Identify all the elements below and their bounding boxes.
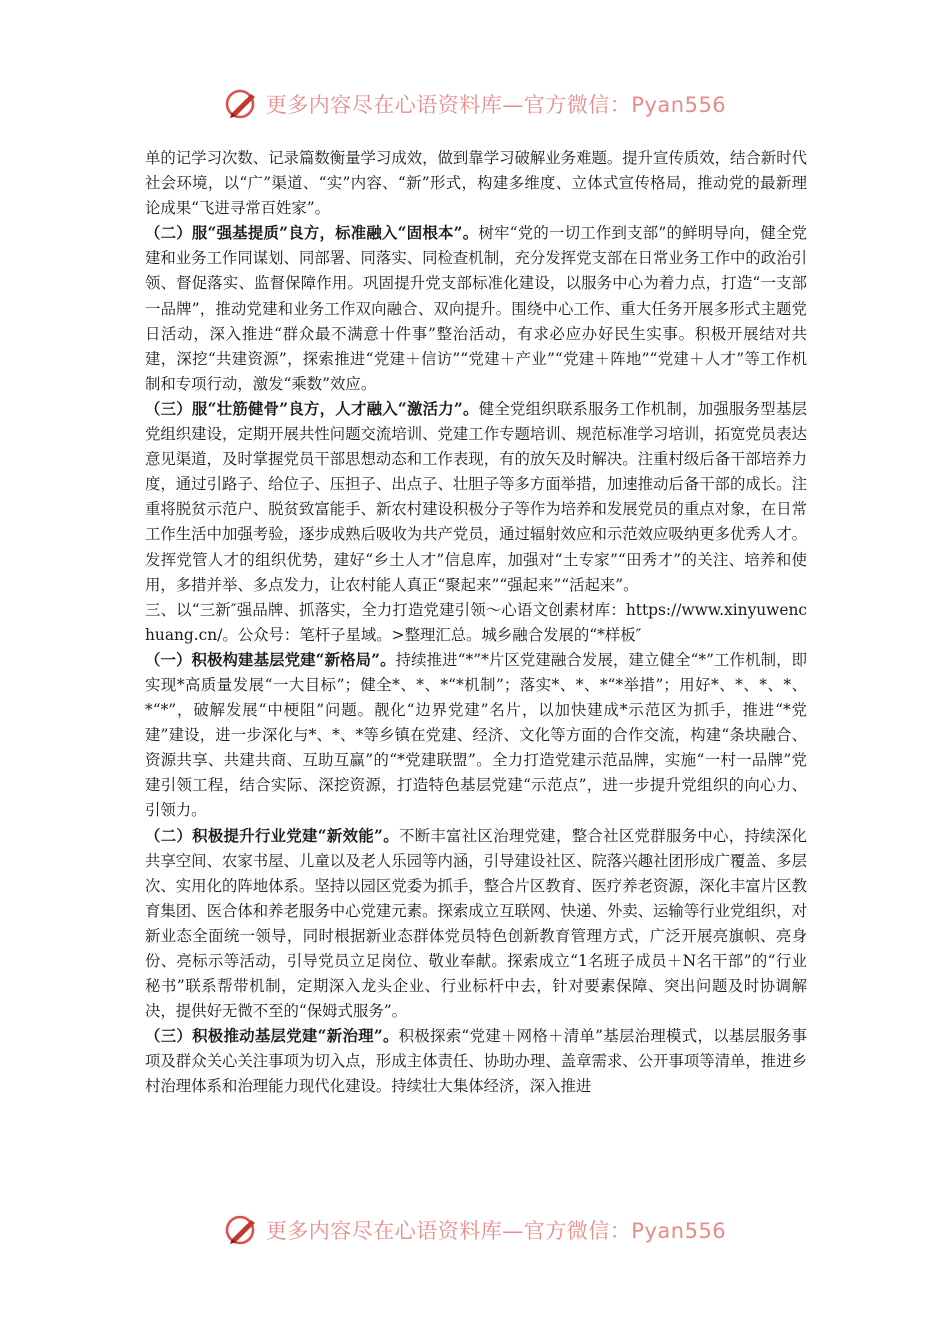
watermark-text: 更多内容尽在心语资料库—官方微信：Pyan556 [265,1219,727,1243]
pen-logo-icon [224,1212,260,1248]
paragraph [145,824,807,1025]
section-heading: （三）积极推动基层党建“新治理”。 [145,1027,399,1046]
pen-logo-icon [224,86,260,122]
paragraph-body: 持续推进“*”*片区党建融合发展，建立健全“*”工作机制，即实现*高质量发展“一大目标”；健全*、*、*“*机制”；落实*、*、*“*举措”；用好*、*、*、*、*“*”，破解发展“中梗阻”问题。靓化“边界党建”名片，以加快建成*示范区为抓手，推进“*党建”建设，进一步深化与*、*、*等乡镇在党建、经济、文化等方面的合作交流，构建“条块融合、资源共享、共建共商、互助互赢”的“*党建联盟”。全力打造党建示范品牌，实施“一村一品牌”党建引领工程，结合实际、深挖资源，打造特色基层党建“示范点”，进一步提升党组织的向心力、引领力。 [145,650,807,820]
paragraph-body: 健全党组织联系服务工作机制，加强服务型基层党组织建设，定期开展共性问题交流培训、党建工作专题培训、规范标准学习培训，拓宽党员表达意见渠道，及时掌握党员干部思想动态和工作表现，有的放矢及时解决。注重村级后备干部培养力度，通过引路子、给位子、压担子、出点子、壮胆子等多方面举措，加速推动后备干部的成长。注重将脱贫示范户、脱贫致富能手、新农村建设积极分子等作为培养和发展党员的重点对象，在日常工作生活中加强考验，逐步成熟后吸收为共产党员，通过辐射效应和示范效应吸纳更多优秀人才。发挥党管人才的组织优势，建好“乡土人才”信息库，加强对“土专家”“田秀才”的关注、培养和使用，多措并举、多点发力，让农村能人真正“聚起来”“强起来”“活起来”。 [145,399,807,594]
paragraph-body: 不断丰富社区治理党建，整合社区党群服务中心，持续深化共享空间、农家书屋、儿童以及老人乐园等内涵，引导建设社区、院落兴趣社团形成广覆盖、多层次、实用化的阵地体系。坚持以园区党委为抓手，整合片区教育、医疗养老资源，深化丰富片区教育集团、医合体和养老服务中心党建元素。探索成立互联网、快递、外卖、运输等行业党组织，对新业态全面统一领导，同时根据新业态群体党员特色创新教育管理方式，广泛开展亮旗帜、亮身份、亮标示等活动，引导党员立足岗位、敬业奉献。探索成立“1名班子成员＋N名干部”的“行业秘书”联系帮带机制，定期深入龙头企业、行业标杆中去，针对要素保障、突出问题及时协调解决，提供好无微不至的“保姆式服务”。 [145,826,807,1021]
paragraph: 单的记学习次数、记录篇数衡量学习成效，做到靠学习破解业务难题。提升宣传质效，结合新时代社会环境，以“广”渠道、“实”内容、“新”形式，构建多维度、立体式宣传格局，推动党的最新理论成果“飞进寻常百姓家”。 [145,149,807,218]
document-body [145,146,807,1100]
paragraph-body: 积极探索“党建＋网格＋清单”基层治理模式，以基层服务事项及群众关心关注事项为切入点，形成主体责任、协助办理、盖章需求、公开事项等清单，推进乡村治理体系和治理能力现代化建设。持续壮大集体经济，深入推进 [145,1027,807,1096]
section-heading: （一）积极构建基层党建“新格局”。 [145,650,396,669]
paragraph-body: 树牢“党的一切工作到支部”的鲜明导向，健全党建和业务工作同谋划、同部署、同落实、同检查机制，充分发挥党支部在日常业务工作中的政治引领、督促落实、监督保障作用。巩固提升党支部标准化建设，以服务中心为着力点，打造“一支部一品牌”，推动党建和业务工作双向融合、双向提升。围绕中心工作、重大任务开展多形式主题党日活动，深入推进“群众最不满意十件事”整治活动，有求必应办好民生实事。积极开展结对共建，深挖“共建资源”，探索推进“党建＋信访”“党建＋产业”“党建＋阵地”“党建＋人才”等工作机制和专项行动，激发“乘数”效应。 [145,224,807,393]
section-heading: （二）积极提升行业党建“新效能”。 [145,826,399,845]
paragraph [145,1024,807,1099]
header-watermark-banner [0,84,950,124]
paragraph [145,397,807,598]
watermark-text: 更多内容尽在心语资料库—官方微信：Pyan556 [265,93,727,117]
section-heading: （二）服“强基提质”良方，标准融入“固根本”。 [145,224,479,243]
footer-watermark-banner [0,1210,950,1250]
paragraph [145,648,807,824]
paragraph [145,221,807,397]
section-heading: （三）服“壮筋健骨”良方，人才融入“激活力”。 [145,399,479,418]
chapter-heading: 三、以“三新″强品牌、抓落实，全力打造党建引领～心语文创素材库：https://www.xinyuwenchuang.cn/。公众号：笔杆子星域。>整理汇总。城乡融合发展的“*样板″ [145,600,807,644]
